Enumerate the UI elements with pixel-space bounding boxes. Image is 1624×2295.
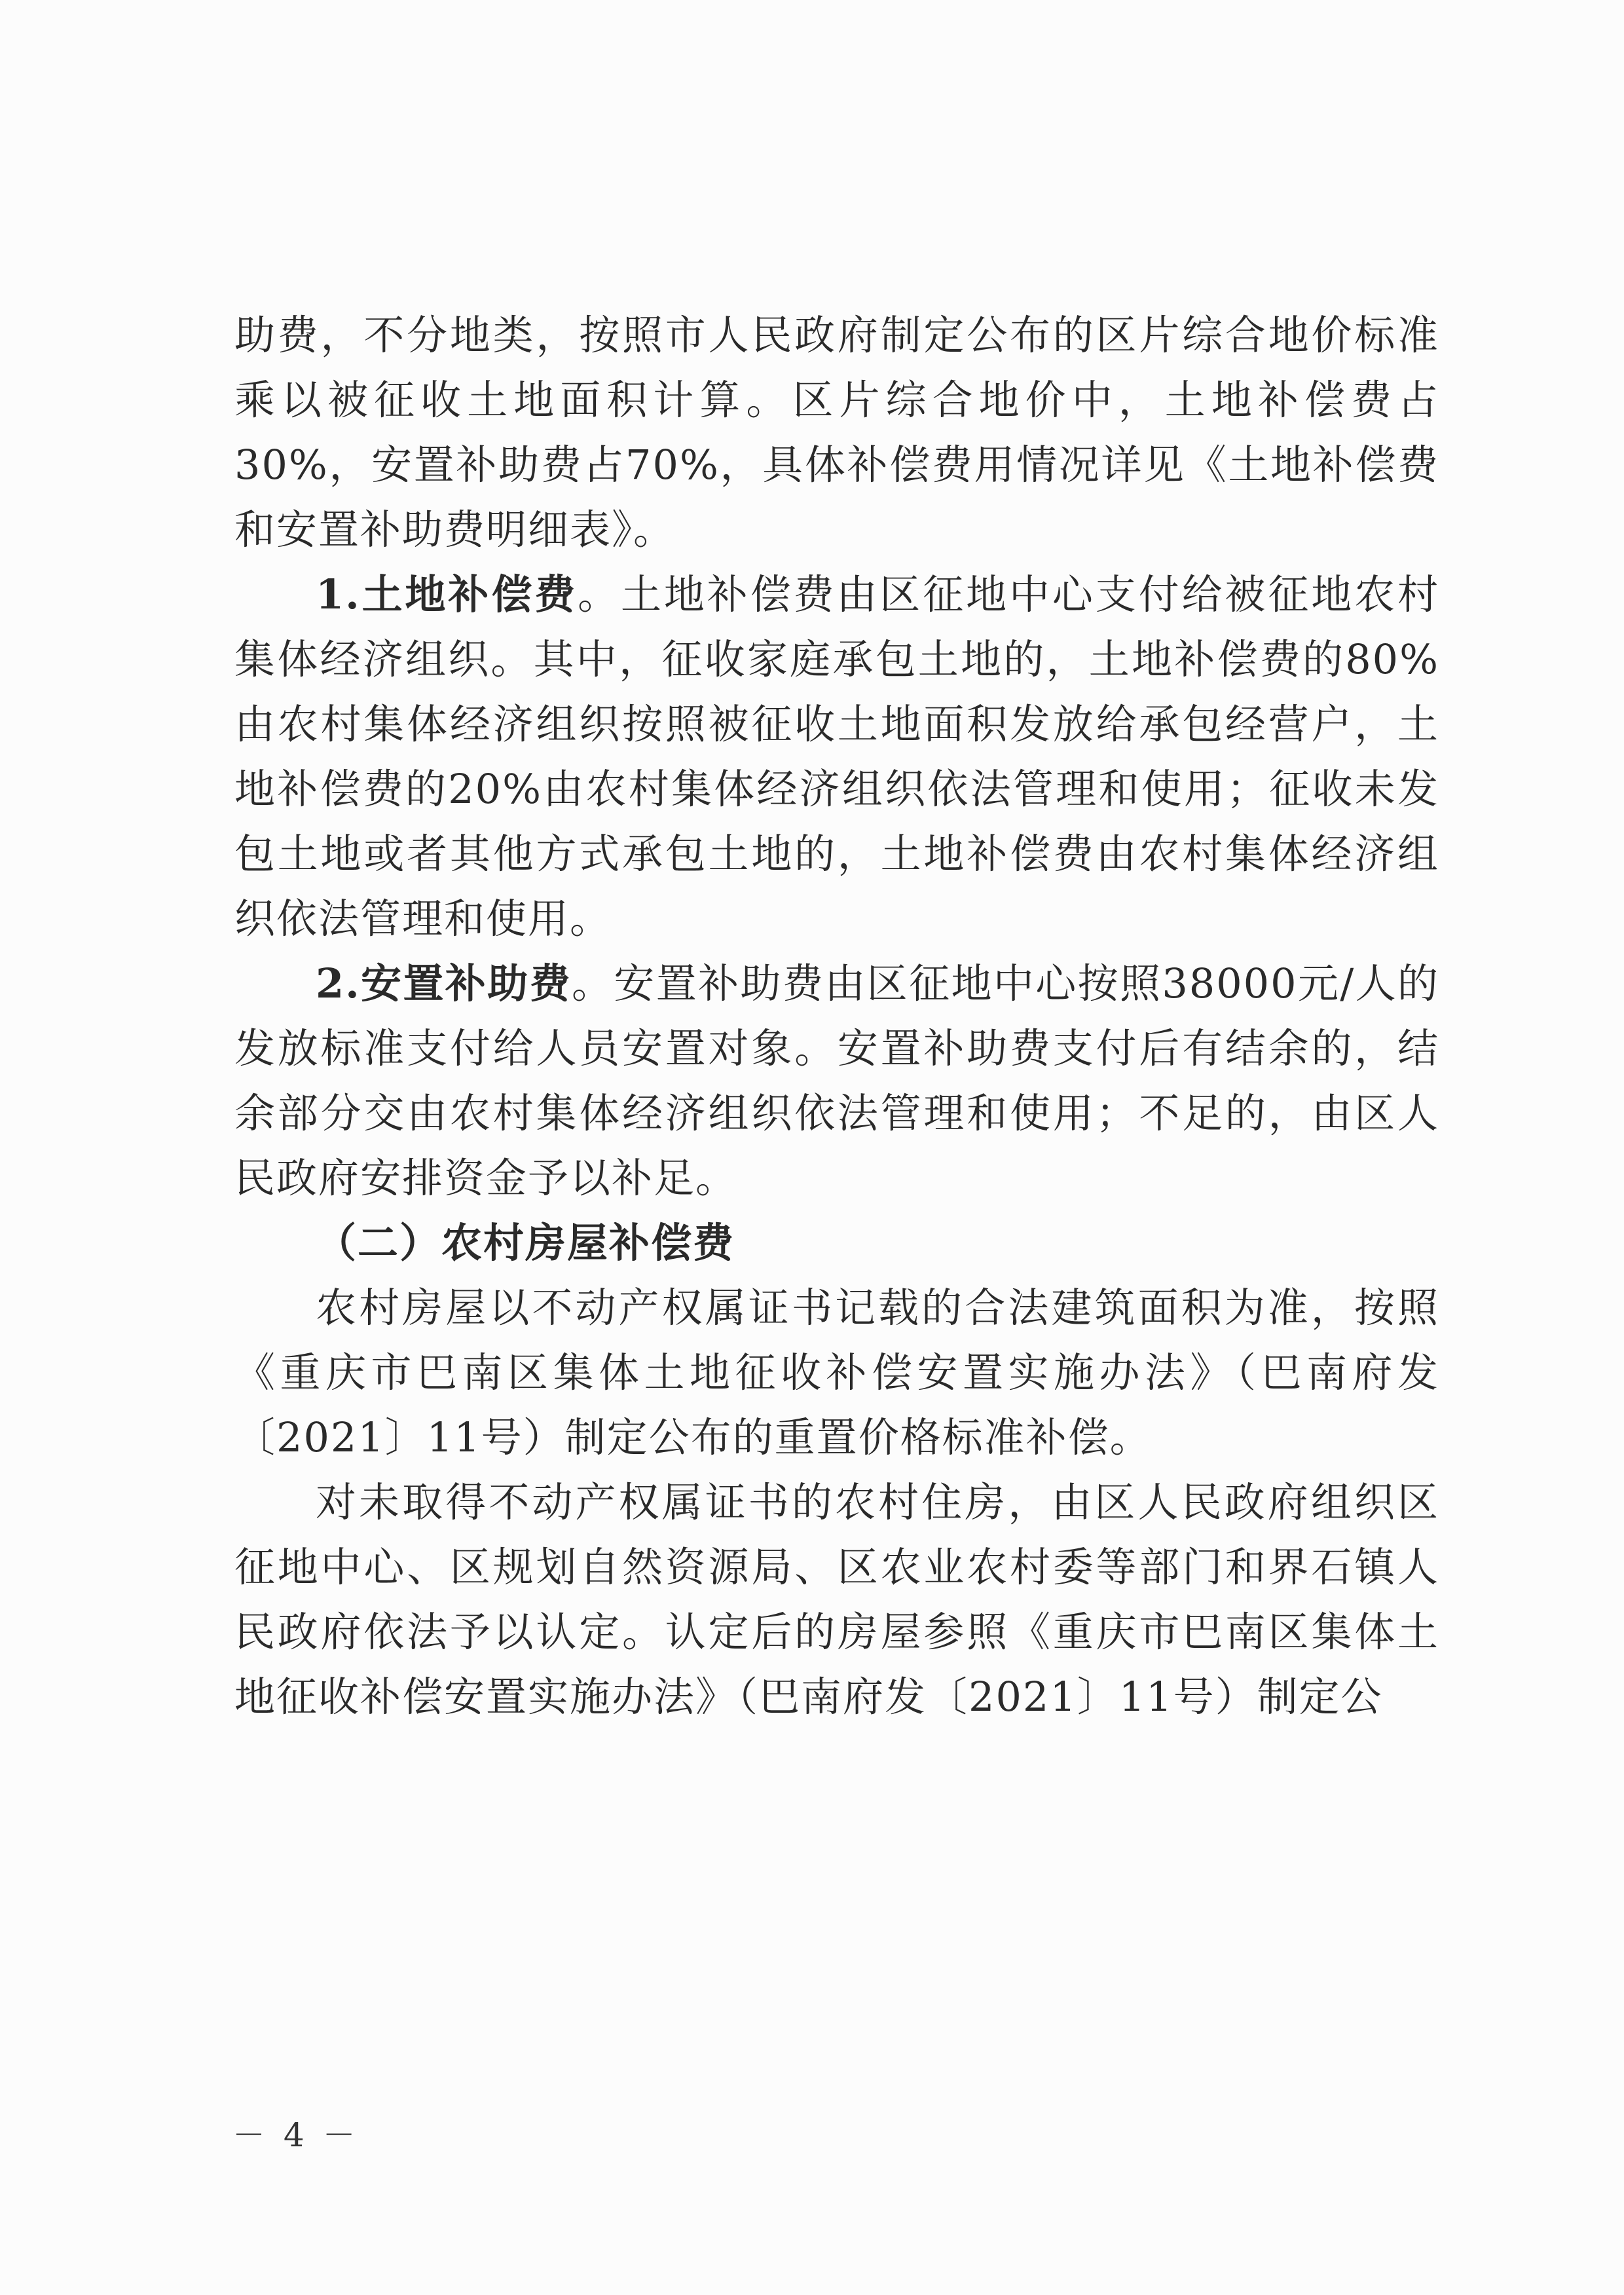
page-number: － 4 －	[232, 2116, 360, 2154]
paragraph-lead: 2.安置补助费	[316, 960, 572, 1007]
paragraph-text: 。安置补助费由区征地中心按照38000元/人的发放标准支付给人员安置对象。安置补助费支付后有结余的，结余部分交由农村集体经济组织依法管理和使用；不足的，由区人民政府安排资金予以补足。	[234, 960, 1439, 1202]
paragraph-land-compensation-fee	[234, 562, 1439, 951]
paragraph-lead: 1.土地补偿费	[316, 570, 578, 618]
section-heading: （二）农村房屋补偿费	[316, 1219, 735, 1267]
paragraph-resettlement-subsidy	[234, 951, 1439, 1210]
document-body	[234, 303, 1439, 1729]
paragraph-text: 助费，不分地类，按照市人民政府制定公布的区片综合地价标准乘以被征收土地面积计算。区片综合地价中，土地补偿费占30%，安置补助费占70%，具体补偿费用情况详见《土地补偿费和安置补助费明细表》。	[234, 311, 1439, 553]
paragraph-text: 。土地补偿费由区征地中心支付给被征地农村集体经济组织。其中，征收家庭承包土地的，土地补偿费的80%由农村集体经济组织按照被征收土地面积发放给承包经营户，土地补偿费的20%由农村集体经济组织依法管理和使用；征收未发包土地或者其他方式承包土地的，土地补偿费由农村集体经济组织依法管理和使用。	[234, 570, 1439, 942]
paragraph-house-compensation: 农村房屋以不动产权属证书记载的合法建筑面积为准，按照《重庆市巴南区集体土地征收补偿安置实施办法》（巴南府发〔2021〕11号）制定公布的重置价格标准补偿。	[234, 1284, 1439, 1461]
paragraph-unregistered-housing: 对未取得不动产权属证书的农村住房，由区人民政府组织区征地中心、区规划自然资源局、区农业农村委等部门和界石镇人民政府依法予以认定。认定后的房屋参照《重庆市巴南区集体土地征收补偿安置实施办法》（巴南府发〔2021〕11号）制定公	[234, 1478, 1439, 1721]
paragraph-land-compensation-intro	[234, 303, 1439, 562]
